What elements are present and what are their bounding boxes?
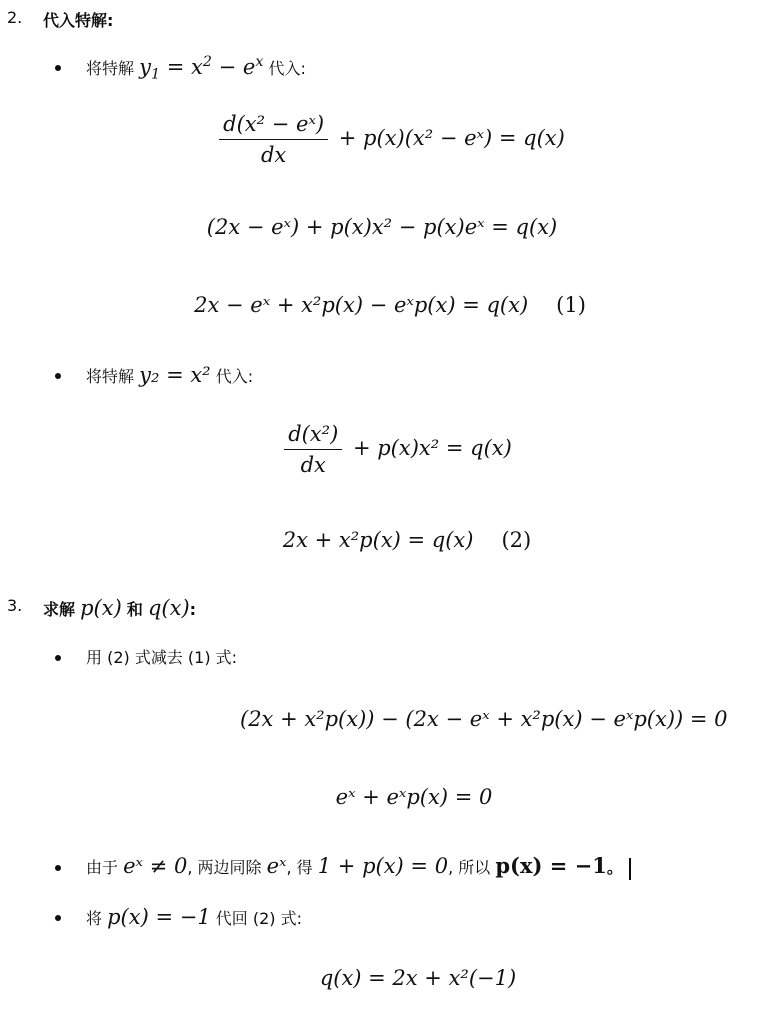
bullet-text-suffix: 代入:: [268, 59, 306, 78]
bullet-dot: [55, 65, 61, 71]
equation-5: 2x + x²p(x) = q(x) (2): [282, 528, 532, 552]
step-title: 求解 p(x) 和 q(x):: [43, 596, 197, 620]
equation-8: q(x) = 2x + x²(−1): [319, 966, 517, 990]
equation-tag: (1): [556, 293, 586, 317]
bullet-dot: [55, 915, 61, 921]
bullet-text: 将 p(x) = −1 代回 (2) 式:: [86, 905, 303, 929]
bullet-text: 将特解: [86, 59, 135, 78]
bullet-text: 将特解: [86, 367, 135, 386]
fraction: $\frac{\text{d(x²)}}{dx}$: [284, 422, 342, 477]
equation-4: $\frac{\text{d(x²)}}{dx}$ + p(x)x² = q(x): [110, 422, 682, 477]
step-number: 3.: [7, 596, 23, 615]
bullet-text-suffix: 代入:: [215, 367, 254, 386]
bullet-text: 由于 eˣ ≠ 0, 两边同除 eˣ, 得 1 + p(x) = 0, 所以 p(x) = −1。: [86, 853, 631, 880]
equation-6: (2x + x²p(x)) − (2x − eˣ + x²p(x) − eˣp(x)) = 0: [240, 707, 728, 731]
bullet-dot: [55, 373, 61, 379]
math-y2: y₂ = x²: [139, 363, 211, 387]
fraction: $\frac{\text{d(x² − eˣ)}}{dx}$: [219, 112, 328, 167]
bullet-dot: [55, 655, 61, 661]
math-y1: $y_1 = x^2 - e^x$: [139, 54, 264, 83]
equation-1: $\frac{\text{d(x² − eˣ)}}{dx}$ + p(x)(x² − eˣ) = q(x): [0, 112, 784, 167]
step-title: 代入特解:: [43, 11, 114, 30]
equation-3: 2x − eˣ + x²p(x) − eˣp(x) = q(x) (1): [194, 293, 586, 317]
result-p: p(x) = −1: [495, 853, 607, 878]
text-cursor: [629, 858, 631, 880]
bullet-text: 用 (2) 式减去 (1) 式:: [86, 648, 238, 667]
bullet-dot: [55, 865, 61, 871]
equation-2: (2x − eˣ) + p(x)x² − p(x)eˣ = q(x): [206, 215, 558, 239]
equation-tag: (2): [501, 528, 532, 552]
equation-7: eˣ + eˣp(x) = 0: [335, 785, 493, 809]
step-number: 2.: [7, 8, 23, 27]
